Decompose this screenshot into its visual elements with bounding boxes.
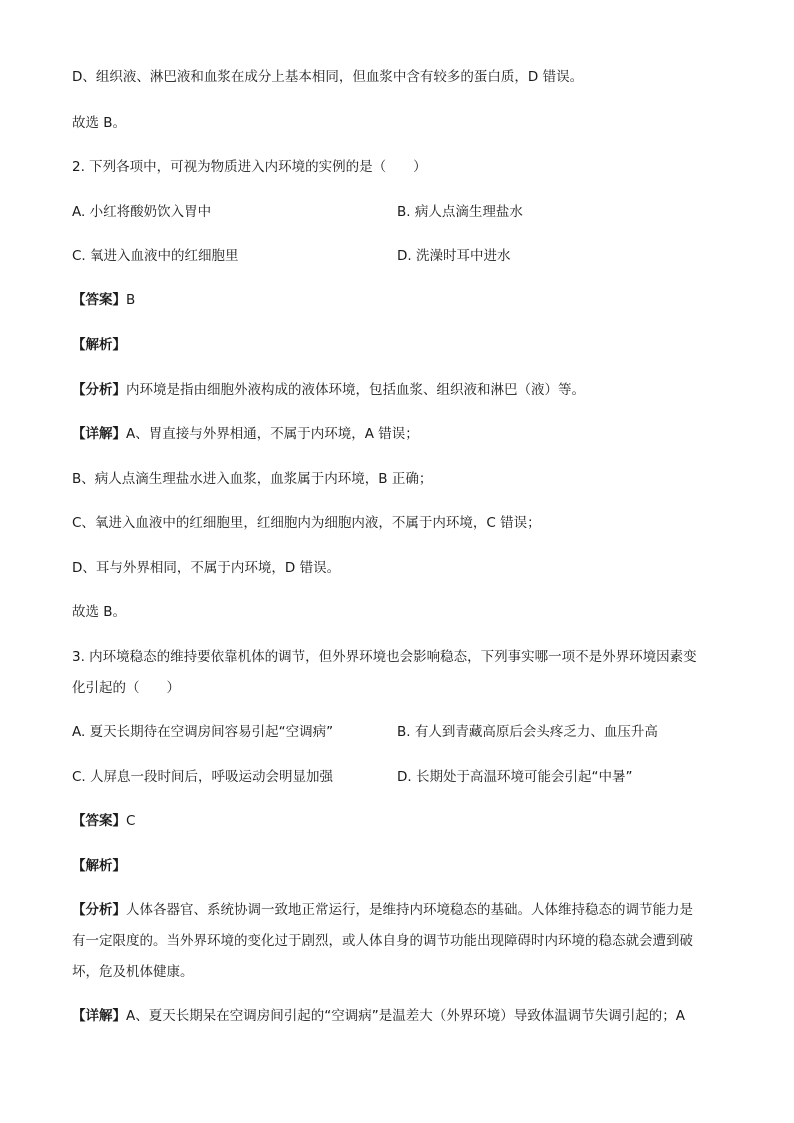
xiangjie-tag: 【详解】: [72, 426, 126, 442]
xiangjie-line: [72, 425, 419, 443]
answer-line: [72, 291, 135, 309]
answer-value: C: [126, 813, 136, 829]
fenxi-line: [72, 381, 585, 399]
analysis-tag: 【解析】: [72, 337, 126, 353]
xiangjie-tag: 【详解】: [72, 1008, 126, 1024]
option-a: A. 小红将酸奶饮入胃中: [72, 204, 212, 220]
fenxi-text: 内环境是指由细胞外液构成的液体环境，包括血浆、组织液和淋巴（液）等。: [126, 382, 585, 398]
xiangjie-text: A、胃直接与外界相通，不属于内环境，A 错误；: [126, 426, 419, 442]
fenxi-tag: 【分析】: [72, 902, 126, 918]
xiangjie-text: A、夏天长期呆在空调房间引起的“空调病”是温差大（外界环境）导致体温调节失调引起的；A: [126, 1008, 685, 1024]
analysis-heading: [72, 857, 126, 875]
option-b: B. 有人到青藏高原后会头疼乏力、血压升高: [397, 724, 658, 740]
text-line: 故选 B。: [72, 604, 127, 620]
text-line: 坏，危及机体健康。: [72, 964, 194, 980]
analysis-tag: 【解析】: [72, 858, 126, 874]
answer-line: [72, 812, 135, 830]
analysis-heading: [72, 336, 126, 354]
xiangjie-line: [72, 1007, 685, 1025]
fenxi-line: [72, 901, 693, 919]
question-2: 2. 下列各项中，可视为物质进入内环境的实例的是（ ）: [72, 159, 427, 175]
text-line: D、耳与外界相同，不属于内环境，D 错误。: [72, 560, 341, 576]
fenxi-text: 人体各器官、系统协调一致地正常运行，是维持内环境稳态的基础。人体维持稳态的调节能力是: [126, 902, 693, 918]
text-line: C、氧进入血液中的红细胞里，红细胞内为细胞内液，不属于内环境，C 错误；: [72, 515, 541, 531]
answer-value: B: [126, 292, 136, 308]
answer-tag: 【答案】: [72, 813, 126, 829]
option-a: A. 夏天长期待在空调房间容易引起“空调病”: [72, 724, 334, 740]
option-d: D. 长期处于高温环境可能会引起“中暑”: [397, 769, 633, 785]
text-line: 故选 B。: [72, 115, 127, 131]
option-c: C. 人屏息一段时间后，呼吸运动会明显加强: [72, 769, 334, 785]
answer-tag: 【答案】: [72, 292, 126, 308]
text-line: 有一定限度的。当外界环境的变化过于剧烈，或人体自身的调节功能出现障碍时内环境的稳态就会遭到破: [72, 933, 693, 949]
text-line: B、病人点滴生理盐水进入血浆，血浆属于内环境，B 正确；: [72, 471, 433, 487]
option-c: C. 氧进入血液中的红细胞里: [72, 248, 239, 264]
option-b: B. 病人点滴生理盐水: [397, 204, 523, 220]
fenxi-tag: 【分析】: [72, 382, 126, 398]
option-d: D. 洗澡时耳中进水: [397, 248, 511, 264]
question-3-cont: 化引起的（ ）: [72, 680, 180, 696]
question-3: 3. 内环境稳态的维持要依靠机体的调节，但外界环境也会影响稳态，下列事实哪一项不是外界环境因素变: [72, 649, 697, 665]
text-line: D、组织液、淋巴液和血浆在成分上基本相同，但血浆中含有较多的蛋白质，D 错误。: [72, 69, 584, 85]
